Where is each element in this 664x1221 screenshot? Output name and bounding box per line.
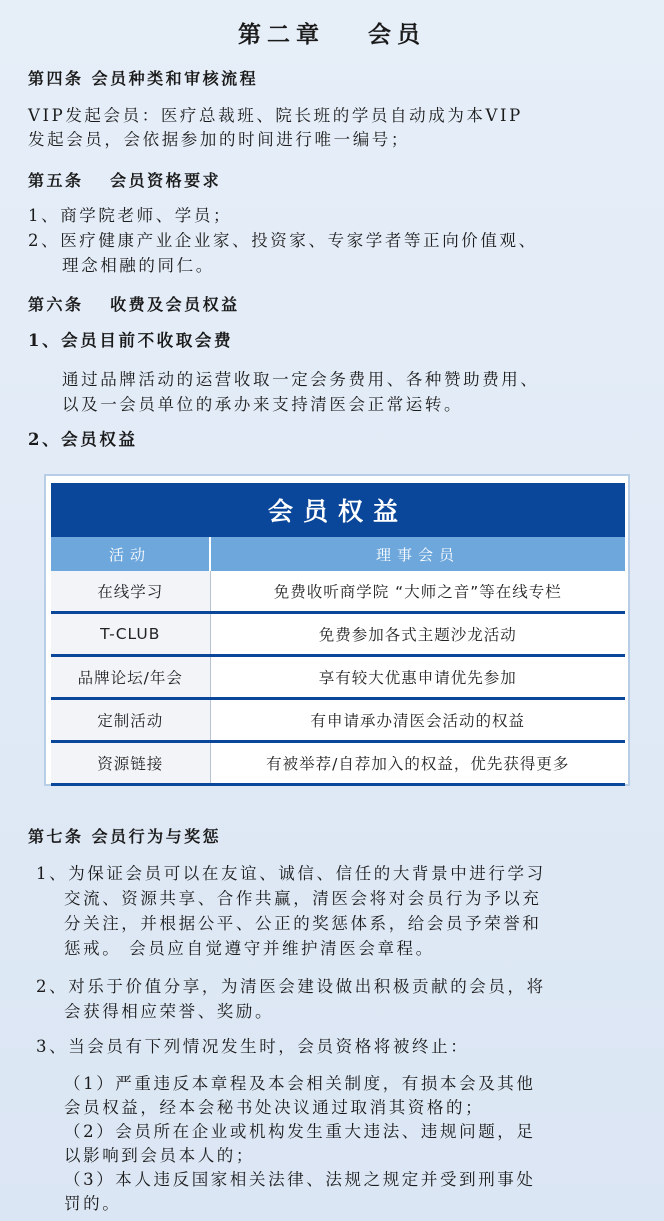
benefit-cell: 有被举荐/自荐加入的权益，优先获得更多	[210, 742, 625, 785]
termination-case-2-line-2: 以影响到会员本人的；	[64, 1146, 255, 1165]
activity-cell: 在线学习	[51, 571, 210, 613]
activity-cell: T-CLUB	[51, 613, 210, 656]
benefit-cell: 免费收听商学院 “大师之音”等在线专栏	[210, 571, 625, 613]
benefit-cell: 免费参加各式主题沙龙活动	[210, 613, 625, 656]
termination-case-3-line-1: （3）本人违反国家相关法律、法规之规定并受到刑事处	[64, 1170, 536, 1189]
article-5-item-1: 1、商学院老师、学员；	[28, 206, 233, 225]
article-7-item-1-line-3: 分关注，并根据公平、公正的奖惩体系，给会员予荣誉和	[64, 914, 542, 933]
activity-cell: 资源链接	[51, 742, 210, 785]
article-7-item-1-line-1: 1、为保证会员可以在友谊、诚信、信任的大背景中进行学习	[36, 864, 546, 883]
table-row	[51, 613, 625, 656]
article-7-item-2-line-2: 会获得相应荣誉、奖励。	[64, 1002, 275, 1021]
table-row	[51, 571, 625, 613]
article-6-heading: 第六条 收费及会员权益	[28, 295, 240, 314]
article-6-sub-1-line-2: 以及一会员单位的承办来支持清医会正常运转。	[62, 395, 464, 414]
article-6-sub-1-line-1: 通过品牌活动的运营收取一定会务费用、各种赞助费用、	[62, 370, 540, 389]
article-4-line-2: 发起会员，会依据参加的时间进行唯一编号；	[28, 130, 410, 149]
benefit-cell: 享有较大优惠申请优先参加	[210, 656, 625, 699]
benefits-table	[51, 483, 625, 786]
termination-case-1-line-1: （1）严重违反本章程及本会相关制度，有损本会及其他	[64, 1074, 536, 1093]
table-row	[51, 742, 625, 785]
article-7-item-1-line-2: 交流、资源共享、合作共赢，清医会将对会员行为予以充	[64, 889, 542, 908]
termination-case-3-line-2: 罚的。	[64, 1194, 122, 1213]
activity-cell: 品牌论坛/年会	[51, 656, 210, 699]
article-7-item-1-line-4: 惩戒。 会员应自觉遵守并维护清医会章程。	[64, 939, 435, 958]
article-4-heading: 第四条 会员种类和审核流程	[28, 69, 259, 88]
article-7-heading: 第七条 会员行为与奖惩	[28, 827, 222, 846]
article-5-heading: 第五条 会员资格要求	[28, 171, 222, 190]
article-7-item-3: 3、当会员有下列情况发生时，会员资格将被终止：	[36, 1037, 470, 1056]
table-row	[51, 699, 625, 742]
chapter-title: 第二章 会员	[237, 21, 426, 48]
article-5-item-2-cont: 理念相融的同仁。	[62, 256, 215, 275]
termination-case-2-line-1: （2）会员所在企业或机构发生重大违法、违规问题，足	[64, 1122, 536, 1141]
column-header-activity: 活动	[51, 537, 210, 571]
article-7-item-2-line-1: 2、对乐于价值分享，为清医会建设做出积极贡献的会员，将	[36, 977, 546, 996]
table-title: 会员权益	[51, 483, 625, 537]
table-row	[51, 656, 625, 699]
column-header-member: 理事会员	[210, 537, 625, 571]
article-6-sub-2: 2、会员权益	[28, 430, 138, 449]
termination-case-1-line-2: 会员权益，经本会秘书处决议通过取消其资格的；	[64, 1098, 485, 1117]
benefit-cell: 有申请承办清医会活动的权益	[210, 699, 625, 742]
article-6-sub-1: 1、会员目前不收取会费	[28, 331, 234, 350]
article-4-line-1: VIP发起会员：医疗总裁班、院长班的学员自动成为本VIP	[28, 106, 523, 125]
benefits-table-frame	[44, 474, 630, 786]
article-5-item-2: 2、医疗健康产业企业家、投资家、专家学者等正向价值观、	[28, 231, 538, 250]
activity-cell: 定制活动	[51, 699, 210, 742]
